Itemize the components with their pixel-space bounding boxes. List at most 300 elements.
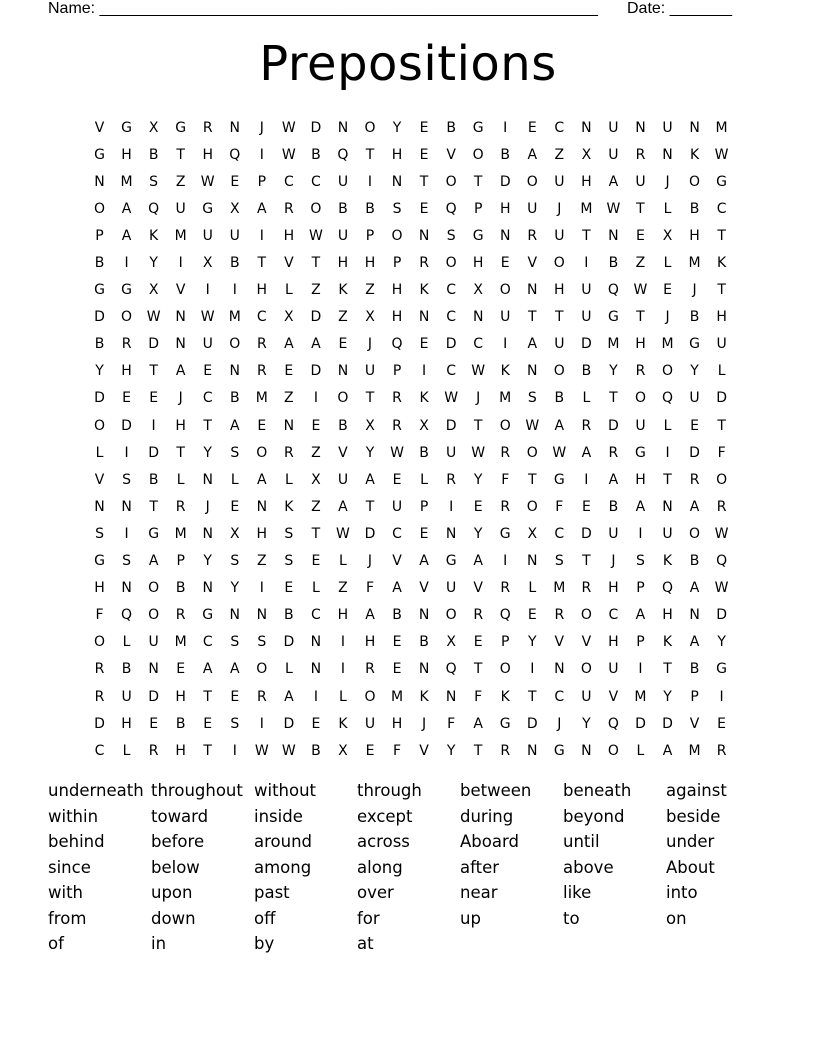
grid-letter: X [284,309,294,326]
grid-letter: F [95,607,104,624]
grid-letter: Y [95,363,104,380]
grid-letter: N [689,607,700,624]
grid-letter: F [393,742,402,759]
grid-letter: R [527,227,538,244]
word-bank-item: beside [666,806,721,826]
grid-letter: I [422,363,427,380]
grid-letter: Y [446,742,456,759]
grid-letter: H [175,417,186,434]
grid-letter: N [229,363,240,380]
grid-letter: D [94,390,105,407]
grid-letter: J [665,173,670,190]
grid-letter: Q [445,200,457,217]
grid-letter: B [338,417,348,434]
grid-letter: V [419,580,429,597]
grid-letter: H [121,146,132,163]
word-bank-item: from [48,908,87,928]
grid-letter: C [446,309,457,326]
word-bank-item: into [666,883,698,902]
grid-letter: X [338,742,348,759]
grid-row [86,114,734,141]
grid-letter: T [717,417,726,434]
grid-letter: W [281,119,296,136]
grid-letter: L [717,363,726,380]
grid-letter: N [635,119,646,136]
grid-row [86,548,734,575]
grid-letter: T [636,200,645,217]
grid-letter: U [337,227,349,244]
grid-letter: U [662,525,673,542]
grid-letter: K [689,146,700,163]
grid-letter: F [501,471,510,488]
grid-letter: B [554,390,565,407]
grid-letter: G [148,525,160,542]
grid-letter: E [419,200,429,217]
grid-letter: X [365,309,375,326]
grid-letter: X [148,119,159,136]
grid-letter: O [689,525,701,542]
grid-row [86,277,734,304]
grid-letter: N [554,661,565,678]
grid-letter: W [200,173,215,190]
grid-letter: L [284,471,293,488]
grid-letter: G [716,173,728,190]
grid-letter: I [151,417,156,434]
grid-letter: W [714,525,729,542]
grid-letter: H [94,580,105,597]
grid-letter: B [229,390,240,407]
grid-letter: V [527,255,538,272]
grid-letter: R [689,471,700,488]
grid-letter: N [202,580,213,597]
grid-letter: C [446,363,457,380]
header-line [48,0,748,20]
grid-letter: E [230,173,240,190]
grid-letter: Y [690,363,699,380]
word-bank-item: along [357,857,403,877]
grid-letter: Y [203,444,212,461]
grid-letter: R [283,444,294,461]
grid-letter: G [553,471,565,488]
grid-letter: R [392,417,402,434]
grid-letter: G [121,282,132,299]
grid-letter: H [391,309,403,326]
grid-letter: E [473,634,483,651]
grid-letter: A [554,417,565,434]
grid-row [86,385,734,412]
grid-letter: E [257,417,267,434]
grid-letter: T [365,498,375,515]
grid-letter: N [391,173,403,190]
grid-letter: W [281,146,296,163]
grid-letter: S [527,390,537,407]
grid-letter: G [635,444,646,461]
word-bank-item: above [563,857,614,877]
word-bank-item: throughout [151,781,243,800]
grid-letter: N [581,119,592,136]
grid-letter: R [500,444,511,461]
grid-letter: N [229,119,240,136]
grid-letter: E [338,336,348,353]
grid-letter: H [364,634,376,651]
grid-letter: S [284,553,294,570]
grid-letter: N [581,742,592,759]
word-bank-item: to [563,908,580,928]
grid-letter: S [554,553,564,570]
grid-letter: S [392,200,402,217]
grid-letter: X [229,525,240,542]
grid-letter: A [311,336,321,353]
grid-letter: E [311,417,321,434]
grid-letter: B [500,146,511,163]
grid-letter: N [527,282,538,299]
grid-letter: N [662,146,673,163]
grid-letter: I [638,525,643,542]
word-bank-item: toward [151,806,209,826]
grid-letter: B [365,200,375,217]
grid-letter: E [230,688,240,705]
grid-letter: H [472,255,484,272]
grid-letter: N [202,525,213,542]
grid-letter: Q [661,390,674,407]
grid-letter: S [230,553,240,570]
grid-letter: Q [121,607,133,624]
word-bank-item: on [666,908,687,928]
grid-letter: O [580,661,592,678]
grid-row [86,493,734,520]
grid-letter: W [254,742,269,759]
grid-letter: U [554,173,565,190]
grid-letter: X [473,282,483,299]
grid-letter: X [365,417,375,434]
grid-letter: I [665,444,670,461]
grid-letter: O [553,363,565,380]
grid-letter: E [419,525,429,542]
grid-letter: W [471,444,486,461]
grid-letter: Z [554,146,565,163]
grid-letter: Y [663,688,672,705]
grid-letter: I [584,471,589,488]
grid-letter: D [580,336,592,353]
grid-letter: E [527,607,537,624]
grid-letter: M [553,580,566,597]
grid-letter: H [391,146,403,163]
grid-letter: R [635,146,646,163]
grid-letter: Q [337,146,349,163]
grid-letter: H [121,715,132,732]
grid-letter: M [174,227,187,244]
grid-letter: N [499,227,511,244]
grid-letter: J [692,282,697,299]
grid-letter: M [607,336,620,353]
grid-letter: N [121,498,132,515]
word-bank-item: since [48,857,91,877]
grid-letter: A [392,580,402,597]
grid-letter: A [257,200,267,217]
grid-letter: N [202,471,213,488]
grid-letter: J [476,390,481,407]
grid-letter: C [392,525,402,542]
grid-letter: N [121,580,132,597]
grid-letter: Z [365,282,375,299]
word-bank-item: near [460,883,498,902]
grid-row [86,222,734,249]
grid-letter: K [500,688,510,705]
grid-letter: J [557,715,562,732]
grid-letter: O [310,200,322,217]
grid-letter: U [337,471,349,488]
grid-letter: Y [609,363,618,380]
grid-letter: T [473,173,483,190]
grid-letter: H [202,146,213,163]
grid-letter: U [202,336,213,353]
word-bank-item: except [357,806,413,826]
grid-letter: R [500,498,511,515]
grid-letter: G [716,661,728,678]
grid-letter: O [229,336,241,353]
grid-row [86,439,734,466]
word-bank-item: beneath [563,781,632,800]
grid-letter: R [581,580,592,597]
grid-letter: G [499,715,511,732]
grid-row [86,629,734,656]
grid-letter: Y [149,255,158,272]
grid-letter: U [635,173,646,190]
grid-letter: Y [365,444,375,461]
grid-letter: C [446,282,457,299]
grid-letter: U [581,309,592,326]
grid-letter: V [175,282,186,299]
grid-letter: R [581,417,592,434]
grid-letter: T [527,471,537,488]
grid-letter: B [689,553,700,570]
grid-letter: G [607,309,619,326]
grid-letter: L [122,634,131,651]
grid-letter: X [148,282,159,299]
grid-letter: R [94,661,105,678]
grid-letter: A [689,634,700,651]
grid-row [86,358,734,385]
grid-letter: N [256,607,268,624]
grid-letter: A [689,580,700,597]
grid-letter: J [178,390,183,407]
grid-letter: U [635,417,646,434]
grid-letter: T [311,255,321,272]
grid-letter: D [148,688,159,705]
grid-letter: J [259,119,264,136]
grid-letter: B [175,580,186,597]
grid-letter: T [473,742,483,759]
grid-letter: J [557,200,562,217]
grid-letter: Q [607,715,619,732]
grid-letter: H [554,282,565,299]
grid-letter: O [337,390,349,407]
grid-letter: U [202,227,213,244]
grid-letter: I [340,634,346,651]
grid-letter: U [148,634,159,651]
grid-letter: P [636,634,645,651]
grid-letter: G [553,742,565,759]
word-bank-item: below [151,857,200,877]
grid-letter: O [391,227,403,244]
grid-letter: H [364,255,376,272]
grid-letter: T [473,661,483,678]
grid-letter: O [499,282,511,299]
grid-letter: L [284,661,293,678]
grid-letter: K [717,255,727,272]
grid-letter: U [716,336,727,353]
grid-letter: O [94,417,106,434]
letter-grid [86,114,734,764]
grid-letter: G [472,119,484,136]
grid-letter: C [202,634,213,651]
grid-row [86,331,734,358]
grid-letter: B [689,661,700,678]
word-bank-item: within [48,806,99,826]
grid-letter: K [662,634,673,651]
grid-letter: M [634,688,647,705]
grid-letter: H [608,634,619,651]
grid-letter: D [310,119,322,136]
grid-letter: E [149,715,159,732]
grid-letter: U [364,715,376,732]
grid-letter: L [176,471,185,488]
word-bank-item: across [357,832,410,851]
grid-letter: I [584,255,589,272]
grid-letter: C [94,742,105,759]
grid-letter: D [94,715,105,732]
grid-letter: N [662,498,673,515]
word-bank-item: in [151,934,167,953]
grid-letter: U [608,146,619,163]
grid-letter: A [581,444,592,461]
word-bank-item: before [151,832,205,851]
grid-letter: N [418,607,430,624]
grid-letter: H [716,309,727,326]
grid-letter: R [635,363,646,380]
word-bank-item: like [563,883,592,902]
grid-letter: Q [148,200,160,217]
grid-letter: C [608,607,619,624]
grid-letter: C [311,607,321,624]
grid-letter: G [94,553,105,570]
grid-letter: T [257,255,267,272]
grid-letter: I [259,715,264,732]
grid-letter: R [202,119,213,136]
grid-letter: W [471,363,486,380]
grid-letter: N [527,363,538,380]
grid-letter: D [608,417,619,434]
grid-letter: I [313,688,318,705]
grid-letter: R [716,498,727,515]
grid-letter: E [419,119,429,136]
grid-letter: N [608,227,619,244]
grid-row [86,710,734,737]
grid-row [86,602,734,629]
word-bank-item: About [666,857,715,877]
grid-letter: C [716,200,727,217]
grid-letter: N [229,607,240,624]
grid-letter: O [634,390,646,407]
grid-letter: W [390,444,404,461]
grid-letter: A [257,471,267,488]
grid-letter: K [149,227,159,244]
grid-row [86,575,734,602]
grid-letter: A [175,363,186,380]
word-bank-item: during [460,806,514,826]
grid-letter: E [581,498,591,515]
grid-letter: Y [203,553,212,570]
grid-letter: O [94,634,106,651]
grid-letter: A [338,498,348,515]
grid-letter: C [554,688,565,705]
grid-letter: Z [338,309,348,326]
grid-letter: R [121,336,132,353]
grid-letter: E [311,553,321,570]
grid-letter: E [122,390,131,407]
grid-letter: T [527,309,537,326]
grid-letter: V [446,146,456,163]
grid-letter: Y [473,471,483,488]
grid-letter: Z [175,173,186,190]
grid-letter: T [473,417,483,434]
grid-letter: D [148,444,159,461]
grid-letter: R [446,471,456,488]
grid-letter: I [530,661,535,678]
grid-letter: D [716,390,727,407]
grid-letter: K [338,282,348,299]
grid-letter: V [338,444,348,461]
grid-letter: E [284,580,294,597]
grid-letter: G [121,119,132,136]
grid-letter: N [527,742,538,759]
grid-letter: L [311,580,320,597]
grid-letter: R [716,742,727,759]
grid-letter: V [581,634,592,651]
grid-letter: N [175,309,186,326]
grid-letter: P [636,580,645,597]
grid-letter: N [310,661,322,678]
grid-letter: U [608,525,619,542]
grid-letter: U [391,498,403,515]
grid-letter: T [365,146,375,163]
grid-letter: U [500,309,511,326]
grid-letter: R [256,336,267,353]
grid-letter: M [580,200,593,217]
page-title: Prepositions [259,36,557,92]
grid-letter: D [283,634,295,651]
grid-letter: A [202,661,213,678]
grid-letter: J [367,336,373,353]
grid-letter: E [230,498,240,515]
grid-letter: A [229,661,240,678]
grid-letter: M [688,742,701,759]
grid-letter: Z [311,498,321,515]
grid-letter: H [256,282,268,299]
grid-letter: L [95,444,104,461]
grid-letter: W [714,146,729,163]
grid-letter: K [338,715,348,732]
grid-letter: R [500,742,511,759]
grid-letter: E [203,715,213,732]
grid-letter: L [663,200,672,217]
grid-letter: I [503,553,508,570]
grid-letter: B [175,715,186,732]
grid-letter: S [230,444,240,461]
grid-row [86,195,734,222]
grid-letter: M [688,255,701,272]
grid-letter: R [94,688,105,705]
